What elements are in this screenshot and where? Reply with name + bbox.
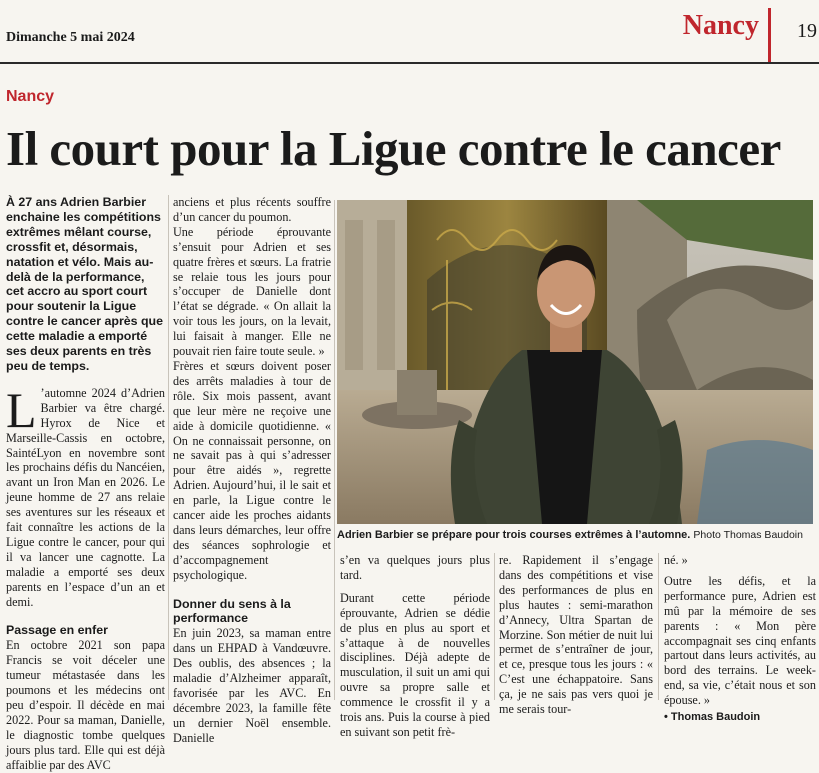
article-headline: Il court pour la Ligue contre le cancer bbox=[6, 121, 781, 176]
article-chapo: À 27 ans Adrien Barbier enchaine les compétitions extrêmes mêlant course, crossfit et, désormais, natation et vélo. Mais au-delà de la performance, cet accro au sport court pour soutenir la Ligue contre le cancer après que cette maladie a emporté ses deux parents en très peu de temps. bbox=[6, 195, 164, 373]
paragraph: Outre les défis, et la performance pure, Adrien est mû par la mémoire de ses parents : « Mon père accompagnait ses cinq enfants partout dans leurs activités, au bord des terrains. Le week-end, sa vie, c’était nous et son épouse. » bbox=[664, 573, 816, 708]
column-rule bbox=[658, 553, 659, 700]
article-column-1 bbox=[6, 195, 165, 773]
column-rule bbox=[168, 195, 169, 700]
paragraph: En juin 2023, sa maman entre dans un EHPAD à Vandœuvre. Des oublis, des absences ; la maladie d’Alzheimer apparaît, favorisée par les AVC. En décembre 2023, la famille fête un dernier Noël ensemble. Danielle bbox=[173, 626, 331, 745]
intro-text: ’automne 2024 d’Adrien Barbier va être chargé. Hyrox de Nice et Marseille-Cassis en octobre, SaintéLyon en novembre sont les prochains défis du Nancéien, avant un Iron Man en 2026. Le jeune homme de 27 ans relaie ses aventures sur les réseaux et fait connaître les actions de la Ligue contre le cancer, pour qui il va lancer une cagnotte. La maladie a emporté ses deux parents en l’espace d’un an et demi. bbox=[6, 385, 165, 609]
article-photo bbox=[337, 200, 813, 524]
article-kicker: Nancy bbox=[6, 88, 55, 105]
paragraph: né. » bbox=[664, 553, 688, 567]
paragraph: anciens et plus récents souffre d’un cancer du poumon. bbox=[173, 195, 331, 224]
drop-cap: L bbox=[6, 381, 37, 438]
paragraph: En octobre 2021 son papa Francis se voit déceler une tumeur métastasée dans les poumons et les médecins ont peu d’espoir. Il décède en mai 2022. Pour sa maman, Danielle, le diagnostic tombe quelques jours plus tard. Elle qui est déjà affaiblie par des AVC bbox=[6, 638, 165, 772]
author-signature: • Thomas Baudoin bbox=[664, 711, 761, 724]
article-column-5 bbox=[664, 553, 816, 725]
section-divider bbox=[768, 8, 771, 64]
paragraph: Frères et sœurs doivent poser des arrêts maladies à tour de rôle. Six mois passent, avant que leur mère ne reçoive une aide à domicile quotidienne. « On ne connaissait personne, on ne savait pas à qui s’adresser pour être aidés », regrette Adrien. Aujourd’hui, il le sait et en parle, la Ligue contre le cancer aide les proches aidants dans leurs démarches, leur offre des séances sophrologie et d’accompagnement psychologique. bbox=[173, 358, 331, 582]
header-rule bbox=[0, 62, 819, 64]
column-rule bbox=[334, 200, 335, 700]
paragraph: Durant cette période éprouvante, Adrien se dédie de plus en plus au sport et s’attaque à de nouvelles disciplines. Déjà adepte de musculation, il suit un ami qui ouvre sa propre salle et commence le crossfit il y a trois ans. Puis la course à pied en suivant son petit frè- bbox=[340, 590, 490, 739]
paragraph: re. Rapidement il s’engage dans des compétitions et vise des performances de plus en plus hautes : semi-marathon d’Annecy, Ultra Spartan de Morzine. Son métier de nuit lui permet de s’entraîner de jour, et ce, presque tous les jours : « C’est une échappatoire. Sans ça, je ne sais pas vers quoi je me serais tour- bbox=[499, 553, 653, 717]
photo-caption bbox=[337, 529, 817, 541]
page-number: 19 bbox=[797, 20, 817, 42]
article-column-3 bbox=[340, 553, 490, 740]
subhead-donner-du-sens: Donner du sens à la performance bbox=[173, 596, 291, 626]
section-name: Nancy bbox=[682, 10, 759, 41]
portrait-photo-illustration bbox=[337, 200, 813, 524]
article-column-2 bbox=[173, 195, 331, 746]
intro-paragraph bbox=[6, 381, 165, 610]
column-rule bbox=[494, 553, 495, 700]
subhead-passage-en-enfer: Passage en enfer bbox=[6, 623, 108, 638]
page-header bbox=[0, 0, 819, 70]
paragraph: s’en va quelques jours plus tard. bbox=[340, 553, 490, 582]
photo-credit: Photo Thomas Baudoin bbox=[693, 529, 803, 541]
paragraph: Une période éprouvante s’ensuit pour Adrien et ses quatre frères et sœurs. La fratrie se relaie tous les jours pour s’occuper de Danielle dont l’état se dégrade. « On allait la voir tous les jours, on la levait, lui faisait à manger. Elle ne pouvait rien faire toute seule. » bbox=[173, 224, 331, 359]
issue-date: Dimanche 5 mai 2024 bbox=[6, 30, 135, 45]
article-column-4 bbox=[499, 553, 653, 717]
caption-text: Adrien Barbier se prépare pour trois courses extrêmes à l’automne. bbox=[337, 529, 691, 541]
